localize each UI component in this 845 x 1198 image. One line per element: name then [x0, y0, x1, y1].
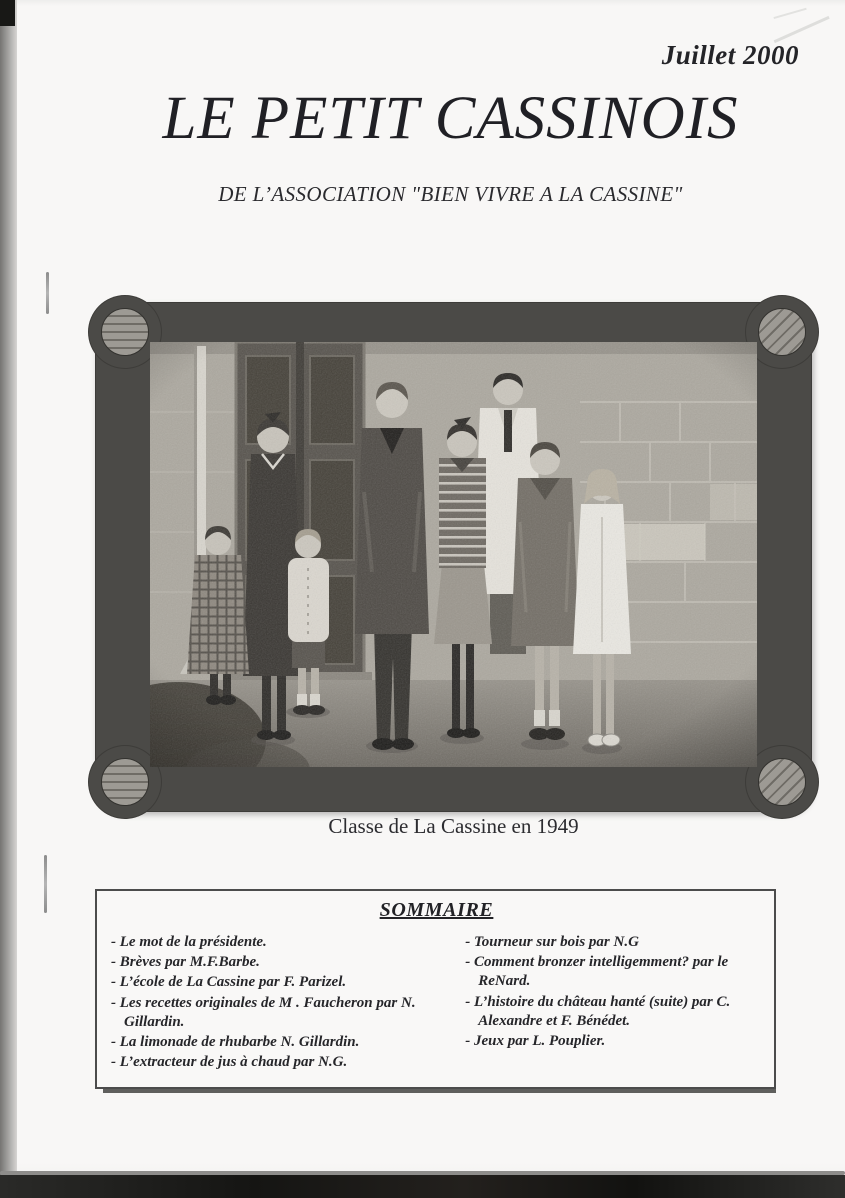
screw-icon	[758, 308, 806, 356]
toc-item: - L’extracteur de jus à chaud par N.G.	[111, 1054, 348, 1071]
photo-frame	[95, 302, 812, 812]
sommaire-column-right	[465, 932, 762, 1073]
toc-item: - L’histoire du château hanté (suite) par C. Alexandre et F. Bénédet.	[465, 993, 731, 1029]
staple-top	[46, 272, 49, 314]
toc-item: - L’école de La Cassine par F. Parizel.	[111, 974, 347, 991]
toc-item: - La limonade de rhubarbe N. Gillardin.	[111, 1033, 360, 1050]
issue-date: Juillet 2000	[661, 40, 799, 70]
header	[0, 0, 845, 207]
staple-bottom	[44, 855, 47, 913]
toc-item: - Brèves par M.F.Barbe.	[111, 954, 260, 971]
sommaire-heading: SOMMAIRE	[379, 899, 494, 921]
screw-icon	[101, 758, 149, 806]
scan-bottom-band	[0, 1175, 845, 1198]
photo-caption: Classe de La Cassine en 1949	[328, 814, 579, 838]
class-photo	[150, 342, 757, 767]
page-title: LE PETIT CASSINOIS	[162, 85, 739, 152]
toc-item: - Comment bronzer intelligemment? par le ReNard.	[465, 954, 729, 990]
sommaire-box	[95, 889, 776, 1089]
toc-item: - Tourneur sur bois par N.G	[465, 934, 639, 950]
sommaire-column-left	[111, 932, 453, 1073]
toc-item: - Les recettes originales de M . Faucheron par N. Gillardin.	[111, 994, 416, 1030]
page-subtitle: DE L’ASSOCIATION "BIEN VIVRE A LA CASSINE"	[218, 182, 683, 206]
toc-item: - Le mot de la présidente.	[111, 934, 267, 950]
screw-icon	[101, 308, 149, 356]
toc-item: - Jeux par L. Pouplier.	[465, 1032, 606, 1049]
screw-icon	[758, 758, 806, 806]
sommaire-columns	[111, 932, 762, 1073]
